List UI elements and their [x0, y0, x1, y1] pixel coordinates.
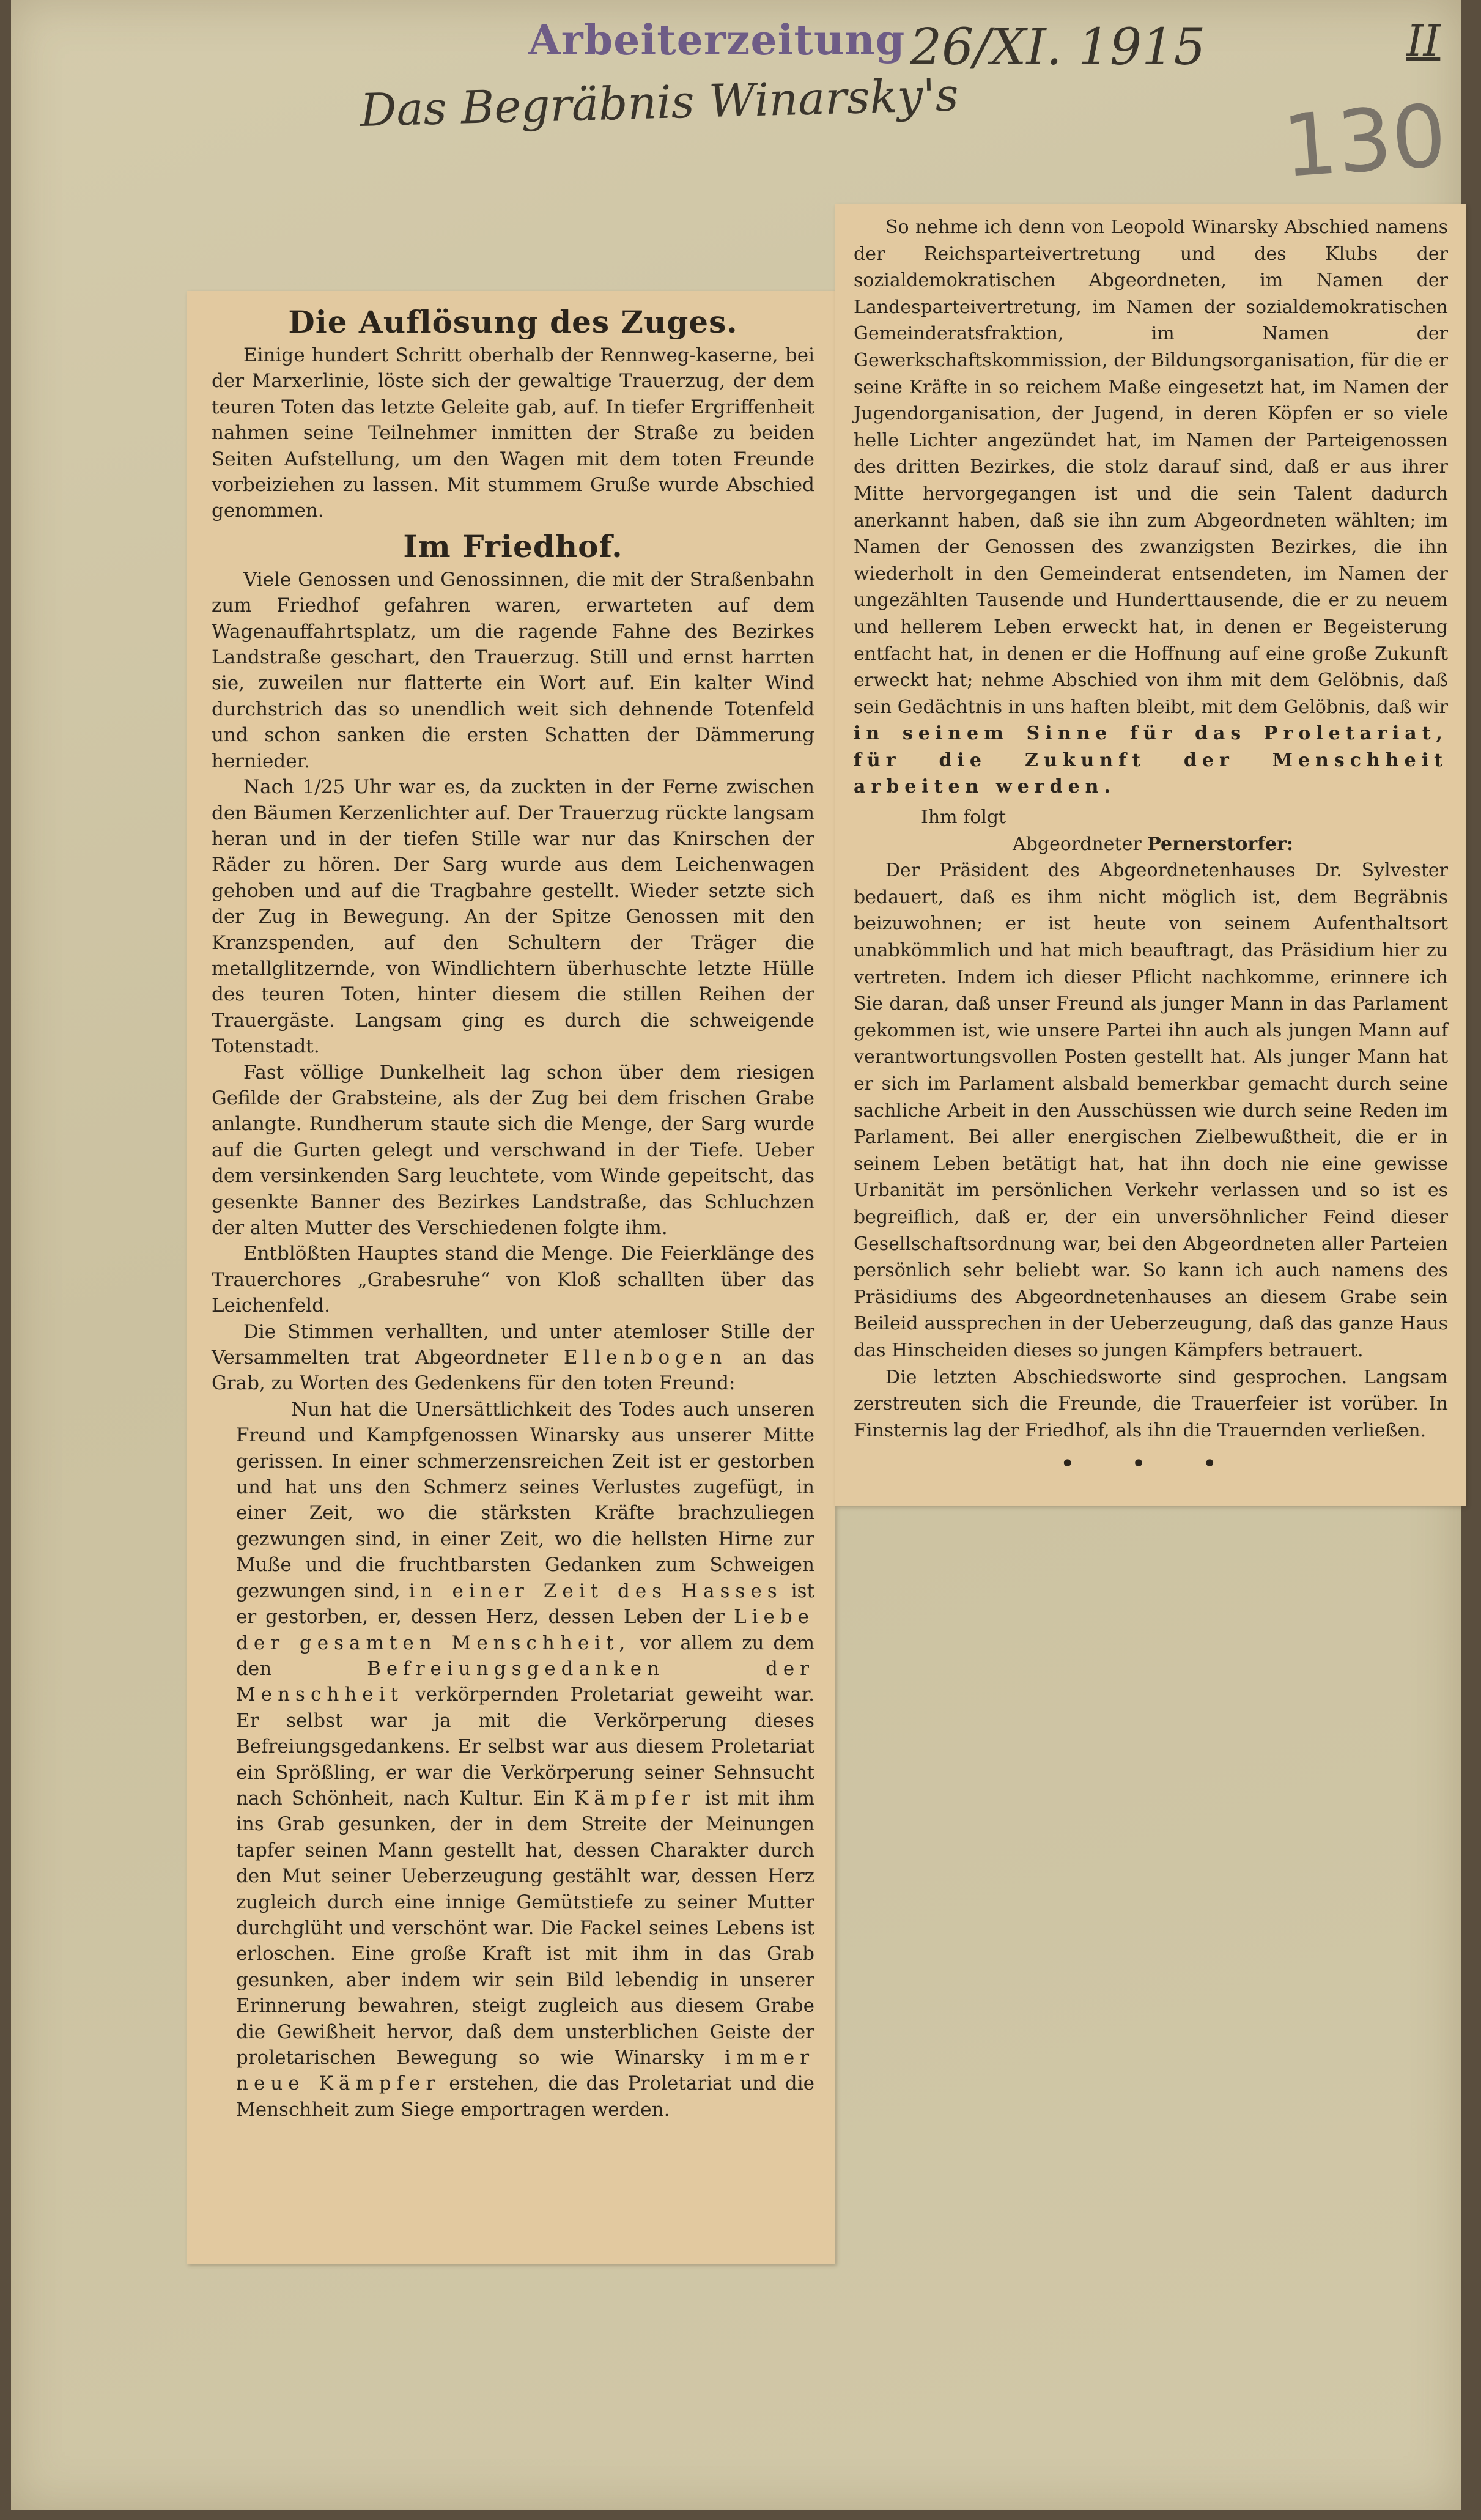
speaker-title: Abgeordneter — [1013, 833, 1142, 855]
archive-sheet — [11, 0, 1461, 2510]
transition-text: Ihm folgt — [921, 807, 1006, 829]
ellenbogen-speech — [236, 1397, 814, 2123]
heading-cemetery: Im Friedhof. — [403, 528, 623, 564]
speaker-name-ellenbogen: Ellenbogen — [563, 1347, 728, 1369]
text-run: Die Stimmen verhallten, und unter atemloser Stille der Versammelten trat Abgeordneter — [212, 1320, 814, 1369]
emphasis-text: Kämpfer — [574, 1787, 696, 1809]
emphasis-text: in seinem Sinne für das Proletariat, für die Zukunft der Menschheit arbeiten werden. — [854, 723, 1448, 798]
text-run: verkörpernden Proletariat geweiht war. Er selbst war ja mit die Verkörperung dieses Befreiungsgedankens. Er selbst war aus diesem Proletariat ein Sprößling, er war die Verkörperung seiner Sehnsucht nach Schönheit, nach Kultur. Ein — [236, 1683, 814, 1809]
emphasis-text: immer neue Kämpfer — [236, 2047, 815, 2095]
ellenbogen-speech-continued — [854, 214, 1448, 800]
paragraph: Nach 1/25 Uhr war es, da zuckten in der Ferne zwischen den Bäumen Kerzenlichter auf. Der Trauerzug rückte langsam heran und in der tiefen Stille war nur das Knirschen der Räder zu hören. Der Sarg wurde aus dem Leichenwagen gehoben und auf die Tragbahre gestellt. Wieder setzte sich der Zug in Bewegung. An der Spitze Genossen mit den Kranzspenden, auf den Schultern der Träger die metallglitzernde, von Windlichtern überhuschte letzte Hülle des teuren Toten, hinter diesem die stillen Reihen der Trauergäste. Langsam ging es durch die schweigende Totenstadt. — [212, 776, 814, 1058]
emphasis-text: Befreiungsgedanken der Menschheit — [236, 1657, 814, 1706]
text-run: ist mit ihm ins Grab gesunken, der in dem Streite der Meinungen tapfer seinen Mann gestellt hat, dessen Charakter durch den Mut seiner Ueberzeugung gestählt war, dessen Herz zugleich durch eine innige Gemütstiefe zu seiner Mutter durchglüht und verschönt war. Die Fackel seines Lebens ist erloschen. Eine große Kraft ist mit ihm in das Grab gesunken, aber indem wir sein Bild lebendig in unserer Erinnerung bewahren, steigt zugleich aus diesem Grabe die Gewißheit hervor, daß dem unsterblichen Geiste der proletarischen Bewegung so wie Winarsky — [236, 1787, 815, 2069]
handwritten-date: 26/XI. 1915 — [910, 18, 1206, 76]
section-number-text: II — [1406, 16, 1441, 66]
text-run: erstehen, die das Proletariat und die Menschheit zum Siege emportragen werden. — [236, 2072, 814, 2121]
emphasis-text: Liebe der gesamten Menschheit, — [236, 1606, 815, 1654]
text-run: Nun hat die Unersättlichkeit des Todes auch unseren Freund und Kampfgenossen Winarsky aus unserer Mitte gerissen. In einer schmerzensreichen Zeit ist er gestorben und hat uns den Schmerz seines Verlustes zugefügt, in einer Zeit, wo die stärksten Kräfte brachzuliegen gezwungen sind, in einer Zeit, wo die hellsten Hirne zur Muße und die fruchtbarsten Gedanken zum Schweigen gezwungen sind, — [236, 1398, 814, 1602]
clipping-left-column — [187, 291, 835, 2264]
handwritten-note: Das Begräbnis Winarsky's — [360, 68, 959, 137]
text-run: So nehme ich denn von Leopold Winarsky Abschied namens der Reichsparteivertretung und des Klubs der sozialdemokratischen Abgeordneten, im Namen der Landesparteivertretung, im Namen der sozialdemokratischen Gemeinderatsfraktion, im Namen der Gewerkschaftskommission, der Bildungsorganisation, für die er seine Kräfte in so reichem Maße eingesetzt hat, im Namen der Jugendorganisation, der Jugend, in deren Köpfen er so viele helle Lichter angezündet hat, im Namen der Parteigenossen des dritten Bezirkes, die stolz darauf sind, daß er aus ihrer Mitte hervorgegangen ist und die sein Talent dadurch anerkannt haben, daß sie ihn zum Abgeordneten wählten; im Namen der Genossen des zwanzigsten Bezirkes, die ihn wiederholt in den Gemeinderat entsendeten, im Namen der ungezählten Tausende und Hunderttausende, die er zu neuem und hellerem Leben erweckt hat, in denen er Begeisterung entfacht hat, in denen er die Hoffnung auf eine große Zukunft erweckt hat; nehme Abschied von ihm mit dem Gelöbnis, daß sein Gedächtnis in uns haften bleibt, mit dem Gelöbnis, daß wir — [854, 216, 1448, 718]
newspaper-stamp: Arbeiterzeitung — [528, 16, 906, 65]
paragraph: Entblößten Hauptes stand die Menge. Die Feierklänge des Trauerchores „Grabesruhe“ von Kloß schallten über das Leichenfeld. — [212, 1243, 814, 1317]
closing-paragraph: Die letzten Abschiedsworte sind gesprochen. Langsam zerstreuten sich die Freunde, die Trauerfeier ist vorüber. In Finsternis lag der Friedhof, als ihn die Trauernden verließen. — [854, 1366, 1448, 1441]
pernerstorfer-speech: Der Präsident des Abgeordnetenhauses Dr. Sylvester bedauert, daß es ihm nicht möglich ist, dem Begräbnis beizuwohnen; er ist heute von seinem Aufenthaltsort unabkömmlich und hat mich beauftragt, das Präsidium hier zu vertreten. Indem ich dieser Pflicht nachkomme, erinnere ich Sie daran, daß unser Freund als junger Mann in das Parlament gekommen ist, wie unsere Partei ihn auch als jungen Mann auf verantwortungsvollen Posten gestellt hat. Als junger Mann hat er sich im Parlament alsbald bemerkbar gemacht durch seine sachliche Arbeit in den Ausschüssen wie durch seine Reden im Parlament. Bei aller energischen Zielbewußtheit, die er in seinem Leben betätigt hat, hat ihn doch nie eine gewisse Urbanität im persönlichen Verkehr verlassen und so ist es begreiflich, daß er, der ein unversöhnlicher Feind dieser Gesellschaftsordnung war, bei den Abgeordneten aller Parteien persönlich sehr beliebt war. So kann ich auch namens des Präsidiums des Abgeordnetenhauses an diesem Grabe sein Beileid aussprechen in der Ueberzeugung, daß das ganze Haus das Hinscheiden dieses so jungen Kämpfers betrauert. — [854, 860, 1448, 1361]
text-run: ist er gestorben, er, dessen Herz, dessen Leben der — [236, 1580, 814, 1628]
section-number — [1406, 16, 1440, 66]
speaker-line — [854, 831, 1448, 858]
paragraph: Einige hundert Schritt oberhalb der Rennweg-kaserne, bei der Marxerlinie, löste sich der gewaltige Trauerzug, der dem teuren Toten das letzte Geleite gab, auf. In tiefer Ergriffenheit nahmen seine Teilnehmer inmitten der Straße zu beiden Seiten Aufstellung, um den Wagen mit dem toten Freunde vorbeiziehen zu lassen. Mit stummem Gruße wurde Abschied genommen. — [212, 344, 814, 522]
archive-number: 130 — [1279, 86, 1450, 198]
paragraph: Fast völlige Dunkelheit lag schon über dem riesigen Gefilde der Grabsteine, als der Zug bei dem frischen Grabe anlangte. Rundherum staute sich die Menge, der Sarg wurde auf die Gurten gelegt und verschwand in der Tiefe. Ueber dem versinkenden Sarg leuchtete, vom Winde gepeitscht, das gesenkte Banner des Bezirkes Landstraße, das Schluchzen der alten Mutter des Verschiedenen folgte ihm. — [212, 1061, 814, 1239]
text-run: vor allem zu dem den — [236, 1631, 814, 1680]
emphasis-text: in einer Zeit des Hasses — [408, 1580, 783, 1602]
text-run: an das Grab, zu Worten des Gedenkens für den toten Freund: — [212, 1347, 814, 1395]
clipping-right-column — [835, 204, 1466, 1506]
speaker-name-pernerstorfer: Pernerstorfer: — [1147, 833, 1294, 855]
heading-dissolution: Die Auflösung des Zuges. — [288, 304, 738, 340]
paragraph-ellenbogen-intro — [212, 1319, 814, 1397]
section-divider: • • • — [1060, 1450, 1242, 1479]
paragraph: Viele Genossen und Genossinnen, die mit der Straßenbahn zum Friedhof gefahren waren, erwarteten auf dem Wagenauffahrtsplatz, um die ragende Fahne des Bezirkes Landstraße geschart, den Trauerzug. Still und ernst harrten sie, zuweilen nur flatterte ein Wort auf. Ein kalter Wind durchstrich das so unendlich weit sich dehnende Totenfeld und schon sanken die ersten Schatten der Dämmerung hernieder. — [212, 568, 814, 772]
